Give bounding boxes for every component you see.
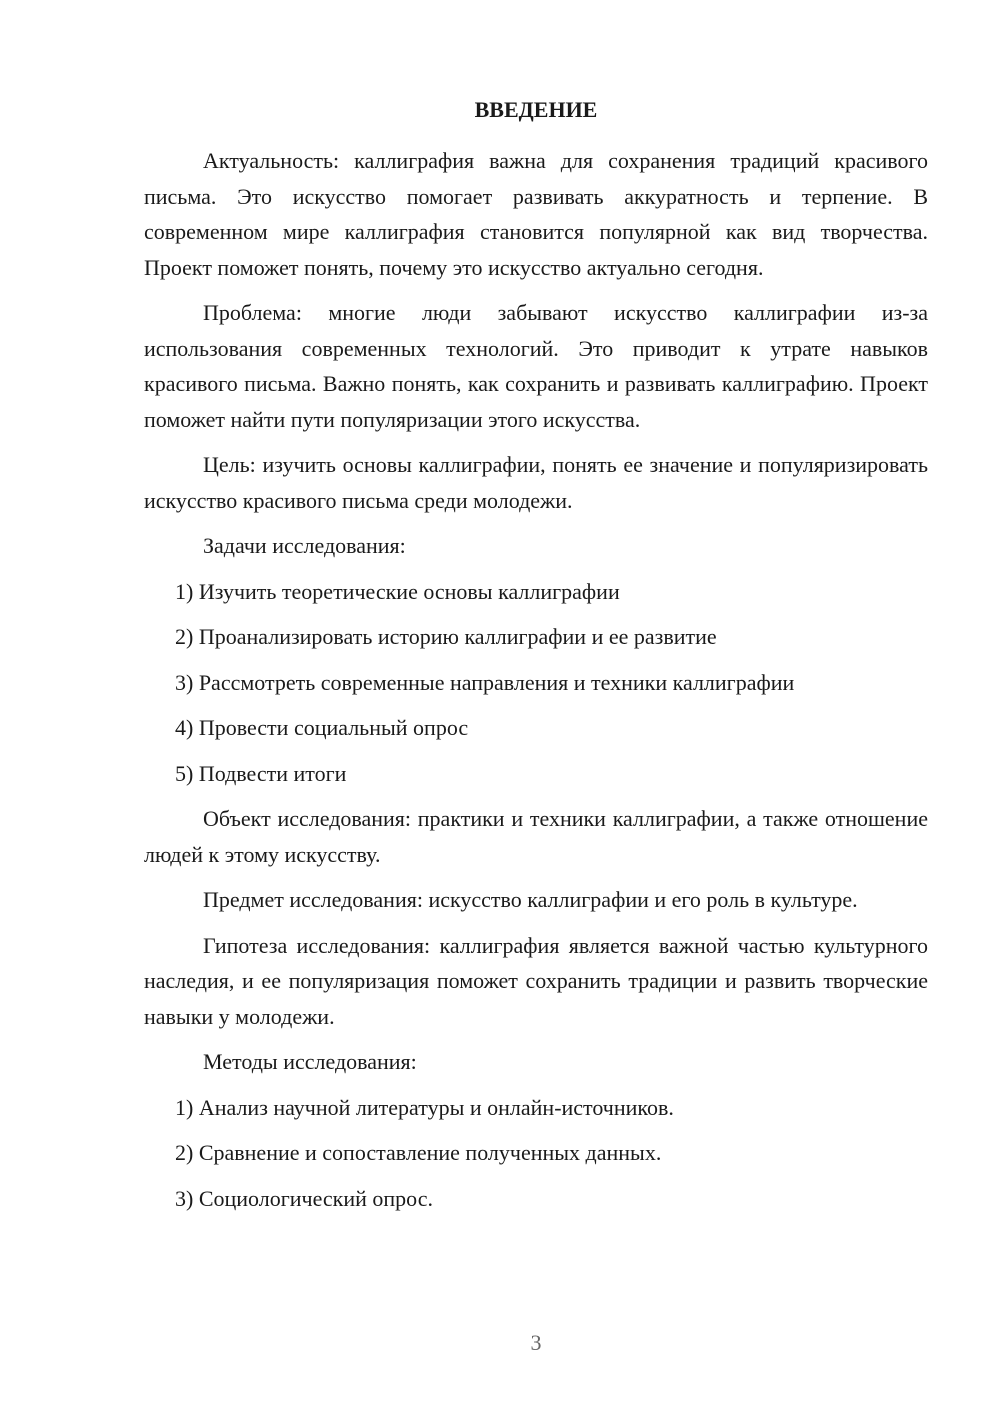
task-item: 4) Провести социальный опрос xyxy=(175,715,469,740)
task-item: 3) Рассмотреть современные направления и техники каллиграфии xyxy=(175,669,795,695)
subject-paragraph: Предмет исследования: искусство каллиграфии и его роль в культуре. xyxy=(203,887,858,912)
object-paragraph: Объект исследования: практики и техники каллиграфии, а также отношение людей к этому искусству. xyxy=(144,806,928,867)
method-item: 3) Социологический опрос. xyxy=(175,1185,433,1211)
method-item: 1) Анализ научной литературы и онлайн-источников. xyxy=(175,1094,674,1120)
page-number: 3 xyxy=(530,1330,542,1355)
section-heading: ВВЕДЕНИЕ xyxy=(474,97,598,122)
tasks-title: Задачи исследования: xyxy=(203,533,406,558)
task-item: 2) Проанализировать историю каллиграфии и ее развитие xyxy=(175,624,717,649)
goal-paragraph: Цель: изучить основы каллиграфии, понять ее значение и популяризировать искусство красивого письма среди молодежи. xyxy=(144,452,928,513)
document-page xyxy=(144,94,928,1226)
relevance-paragraph: Актуальность: каллиграфия важна для сохранения традиций красивого письма. Это искусство помогает развивать аккуратность и терпение. В современном мире каллиграфия становится популярной как вид творчества. Проект поможет понять, почему это искусство актуально сегодня. xyxy=(144,148,928,280)
methods-title: Методы исследования: xyxy=(203,1049,417,1074)
task-item: 5) Подвести итоги xyxy=(175,760,347,786)
task-item: 1) Изучить теоретические основы каллиграфии xyxy=(175,578,620,604)
problem-paragraph: Проблема: многие люди забывают искусство каллиграфии из-за использования современных технологий. Это приводит к утрате навыков красивого письма. Важно понять, как сохранить и развивать каллиграфию. Проект поможет найти пути популяризации этого искусства. xyxy=(144,300,928,432)
hypothesis-paragraph: Гипотеза исследования: каллиграфия является важной частью культурного наследия, и ее популяризация поможет сохранить традиции и развить творческие навыки у молодежи. xyxy=(144,932,928,1029)
method-item: 2) Сравнение и сопоставление полученных данных. xyxy=(175,1140,662,1165)
